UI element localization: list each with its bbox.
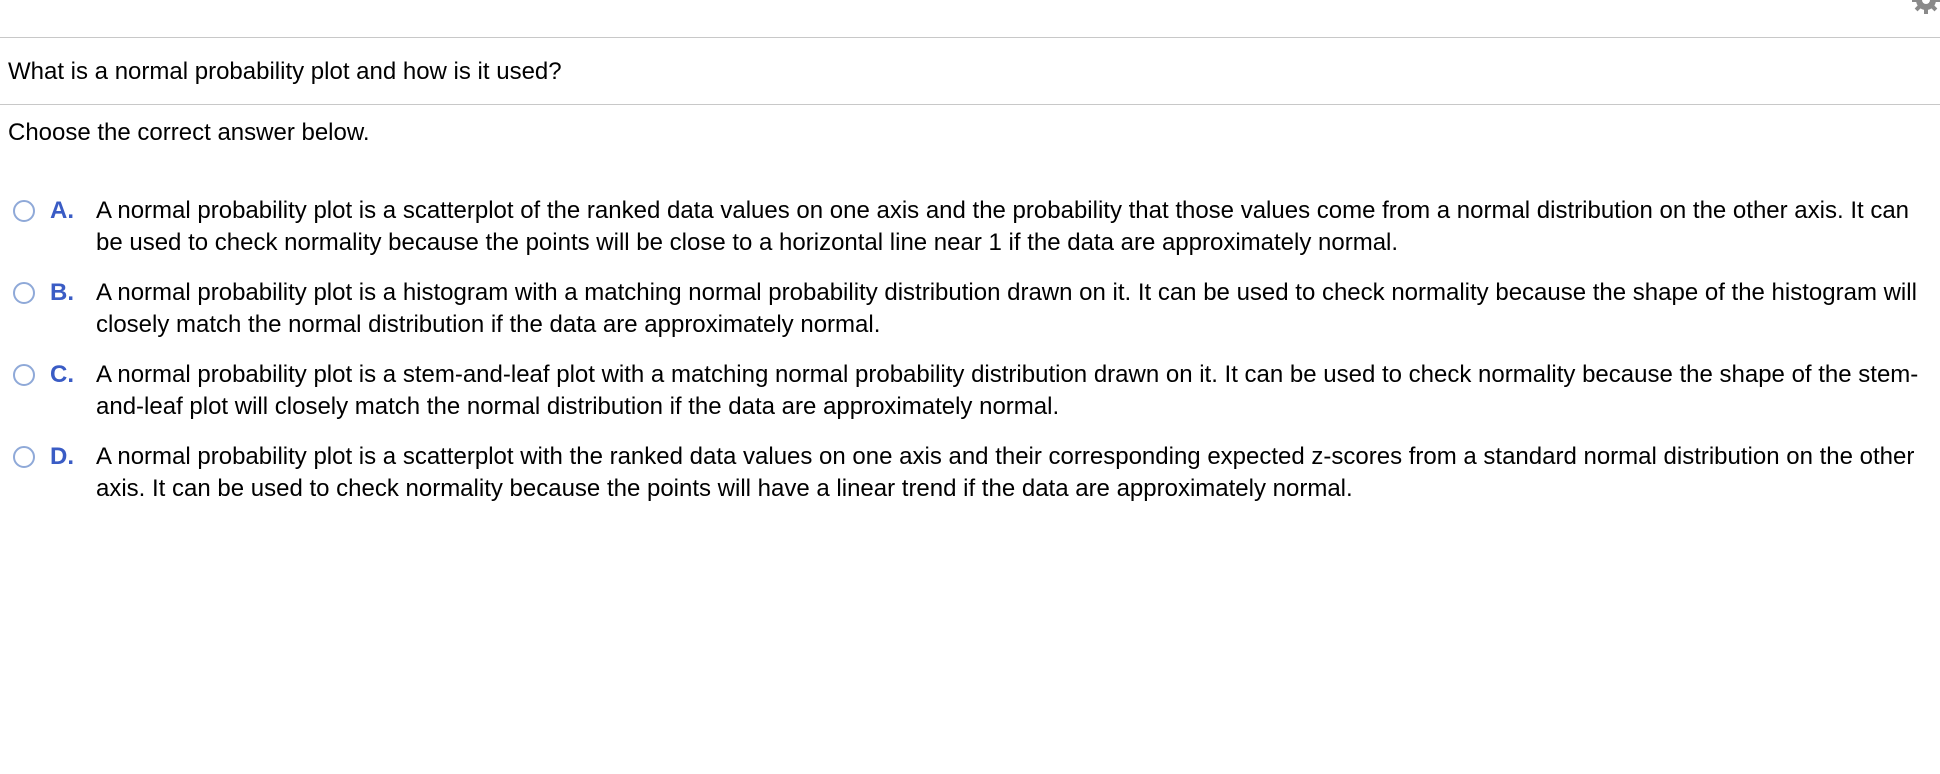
option-d-letter: D. [50,443,74,470]
radio-button-d[interactable] [13,446,35,468]
question-text: What is a normal probability plot and how is it used? [8,58,562,85]
instruction-text: Choose the correct answer below. [8,119,370,146]
gear-icon[interactable] [1912,0,1940,14]
option-b-text: A normal probability plot is a histogram with a matching normal probability distribution drawn on it. It can be used to check normality because the shape of the histogram will closely match the normal distribution if the data are approximately normal. [96,279,1917,338]
radio-button-a[interactable] [13,200,35,222]
option-c[interactable] [0,358,1940,440]
radio-button-b[interactable] [13,282,35,304]
option-d-text: A normal probability plot is a scatterplot with the ranked data values on one axis and their corresponding expected z-scores from a standard normal distribution on the other axis. It can be used to check normality because the points will have a linear trend if the data are approximately normal. [96,443,1915,502]
top-bar [0,0,1940,38]
option-d[interactable] [0,440,1940,522]
option-b[interactable] [0,276,1940,358]
divider [0,104,1940,105]
option-c-text: A normal probability plot is a stem-and-leaf plot with a matching normal probability distribution drawn on it. It can be used to check normality because the shape of the stem-and-leaf plot will closely match the normal distribution if the data are approximately normal. [96,361,1919,420]
option-a-letter: A. [50,197,74,224]
option-b-letter: B. [50,279,74,306]
option-c-letter: C. [50,361,74,388]
option-a[interactable] [0,194,1940,276]
radio-button-c[interactable] [13,364,35,386]
answer-options [0,194,1940,522]
option-a-text: A normal probability plot is a scatterplot of the ranked data values on one axis and the probability that those values come from a normal distribution on the other axis. It can be used to check normality because the points will be close to a horizontal line near 1 if the data are approximately normal. [96,197,1910,256]
